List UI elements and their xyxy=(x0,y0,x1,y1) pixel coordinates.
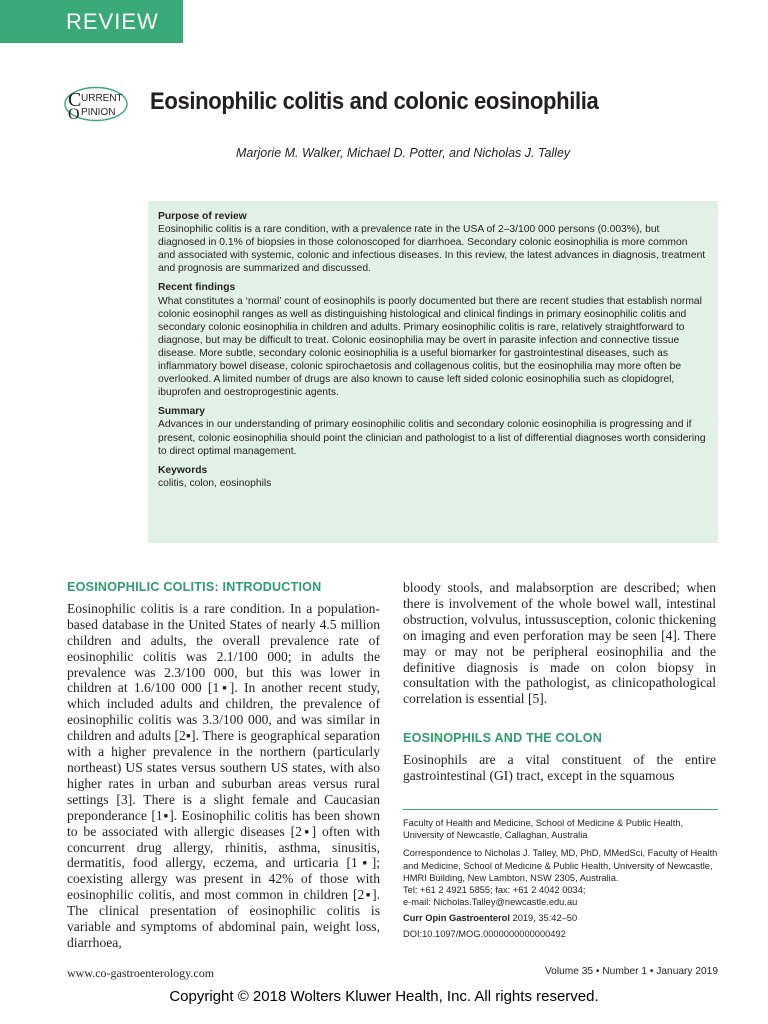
footnote-divider xyxy=(403,809,718,810)
logo-line2: PINION xyxy=(81,107,116,118)
section-text-eosinophils-colon: Eosinophils are a vital constituent of the entire gastrointestinal (GI) tract, except in the squamous xyxy=(403,752,716,784)
abstract-findings-heading: Recent findings xyxy=(158,282,236,294)
logo-big-o: O xyxy=(68,106,80,123)
body-column-right xyxy=(403,580,716,784)
abstract-keywords-heading: Keywords xyxy=(158,464,208,476)
article-title: Eosinophilic colitis and colonic eosinophilia xyxy=(150,88,599,115)
footnote-citation xyxy=(403,912,721,924)
logo-big-c: C xyxy=(68,89,82,111)
section-heading-introduction: EOSINOPHILIC COLITIS: INTRODUCTION xyxy=(67,580,322,594)
footer-website[interactable]: www.co-gastroenterology.com xyxy=(67,966,215,980)
abstract-box xyxy=(148,201,718,543)
section-text-introduction-continued: bloody stools, and malabsorption are described; when there is involvement of the whole bowel wall, intestinal obstruction, volvulus, intussusception, colonic thickening on imaging and even perforation may be seen [4]. There may or may not be peripheral eosinophilia and the definitive diagnosis is made on colon biopsy in consultation with the pathologist, as clinicopathological correlation is essential [5]. xyxy=(403,580,717,707)
section-heading-eosinophils-colon: EOSINOPHILS AND THE COLON xyxy=(403,731,603,746)
section-text-introduction: Eosinophilic colitis is a rare condition. In a population-based database in the United States of nearly 4.5 million children and adults, the overall prevalence rate of eosinophilic colitis was 2.1/100 000; in adults the prevalence was 2.3/100 000, but this was lower in children at 1.6/100 000 [1▪]. In another recent study, which included adults and children, the prevalence of eosinophilic colitis was 3.3/100 000, and was similar in children and adults [2▪]. There is geographical separation with a higher prevalence in the northern (particularly northeast) US states versus southern US states, with also higher rates in urban and suburban areas versus rural settings [3]. There is a slight female and Caucasian preponderance [1▪]. Eosinophilic colitis has been shown to be associated with allergic diseases [2▪] often with concurrent drug allergy, rhinitis, asthma, sinusitis, dermatitis, food allergy, eczema, and urticaria [1▪]; coexisting allergy was present in 42% of those with eosinophilic colitis, and most common in children [2▪]. The clinical presentation of eosinophilic colitis is variable and symptoms of abdominal pain, weight loss, diarrhoea, xyxy=(67,600,380,950)
abstract-keywords-text: colitis, colon, eosinophils xyxy=(158,477,272,489)
abstract-findings-text: What constitutes a ‘normal’ count of eosinophils is poorly documented but there are recent studies that establish normal colonic eosinophil ranges as well as distinguishing histological and clinical findings in primary eosinophilic colitis and secondary colonic eosinophilia in children and adults. Primary eosinophilic colitis is rare, relatively straightforward to diagnose, but may be difficult to treat. Colonic eosinophilia may be overt in parasite infection and connective tissue disease. More subtle, secondary colonic eosinophilia is a useful biomarker for gastrointestinal diseases, such as inflammatory bowel disease, colonic spirochaetosis and collagenous colitis, but the eosinophilia may more often be overlooked. A limited number of drugs are also known to cause left sided colonic eosinophilia such as clopidogrel, ibuprofen and oestroprogestinic agents. xyxy=(158,295,702,399)
footnote-affiliation: Faculty of Health and Medicine, School of Medicine & Public Health, University of Newcastle, Callaghan, Australia xyxy=(403,818,684,841)
footnote-contact: Tel: +61 2 4921 5855; fax: +61 2 4042 0034; xyxy=(403,885,586,896)
abstract-summary-text: Advances in our understanding of primary eosinophilic colitis and secondary colonic eosinophilia is progressing and if present, colonic eosinophilia should point the clinician and pathologist to a list of differential diagnoses worth considering to direct optimal management. xyxy=(158,419,706,457)
footnote-journal: Curr Opin Gastroenterol xyxy=(403,913,510,924)
article-authors: Marjorie M. Walker, Michael D. Potter, and Nicholas J. Talley xyxy=(236,146,571,160)
abstract-purpose-text: Eosinophilic colitis is a rare condition, with a prevalence rate in the USA of 2–3/100 000 persons (0.003%), but diagnosed in 0.1% of biopsies in those colonoscoped for diarrhoea. Secondary colonic eosinophilia is more common and associated with systemic, colonic and infectious diseases. In this review, the latest advances in diagnosis, treatment and prognosis are summarized and discussed. xyxy=(158,224,706,275)
review-tab: REVIEW xyxy=(0,0,183,43)
footnote-citation-detail: 2019, 35:42–50 xyxy=(509,913,578,924)
abstract-summary-heading: Summary xyxy=(158,406,205,418)
footnotes xyxy=(403,817,721,946)
footer-issue: Volume 35 • Number 1 • January 2019 xyxy=(544,966,718,977)
logo-line1: URRENT xyxy=(81,93,123,104)
current-opinion-logo xyxy=(62,84,132,124)
footnote-correspondence: Correspondence to Nicholas J. Talley, MD, PhD, MMedSci, Faculty of Health and Medicine, School of Medicine & Public Health, University of Newcastle, HMRI Building, New Lambton, NSW 2305, Australia. xyxy=(403,848,718,883)
footnote-doi: DOI:10.1097/MOG.0000000000000492 xyxy=(403,928,566,939)
copyright-notice: Copyright © 2018 Wolters Kluwer Health, Inc. All rights reserved. xyxy=(169,988,599,1005)
body-column-left xyxy=(67,580,380,951)
footnote-email: e-mail: Nicholas.Talley@newcastle.edu.au xyxy=(403,897,578,908)
abstract-purpose-heading: Purpose of review xyxy=(158,211,247,222)
